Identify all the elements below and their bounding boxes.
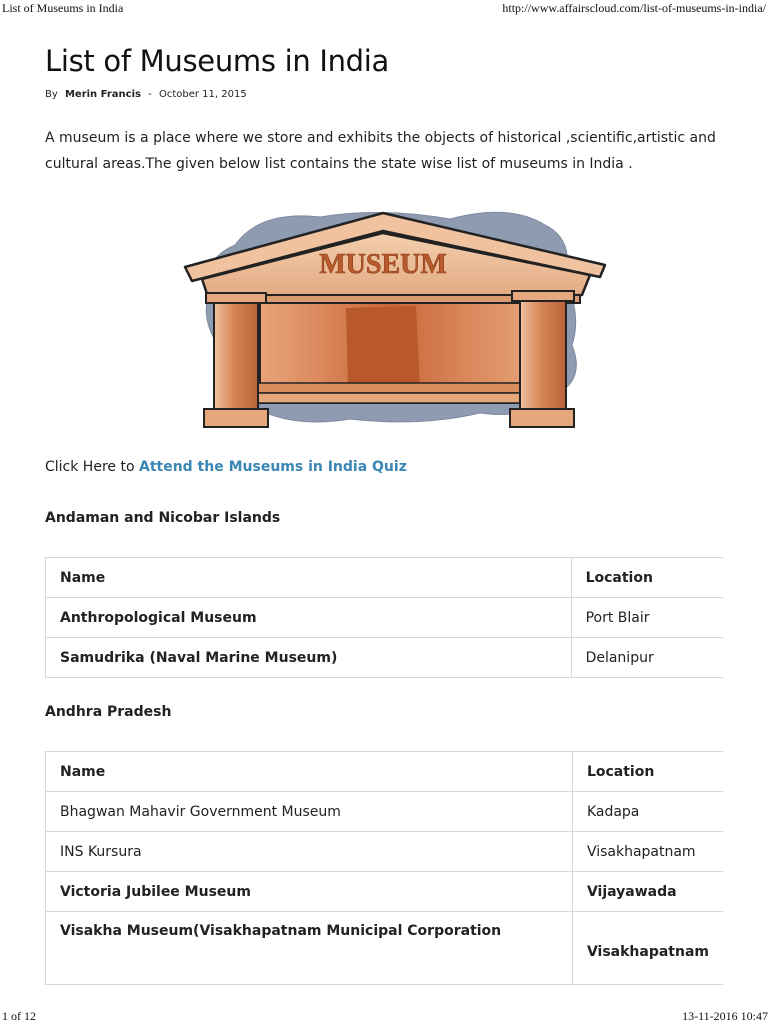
museum-location: Port Blair [571,598,723,638]
column-header-name: Name [46,752,573,792]
intro-paragraph: A museum is a place where we store and exhibits the objects of historical ,scientific,artistic and cultural areas.The given below list contains the state wise list of museums in India . [45,130,716,172]
quiz-prefix: Click Here to [45,459,135,475]
page-counter: 1 of 12 [2,1009,36,1023]
table-row [46,638,724,678]
museum-name: Samudrika (Naval Marine Museum) [46,638,572,678]
museum-name: Anthropological Museum [46,598,572,638]
museum-table-andaman [45,557,723,678]
section-heading-andaman: Andaman and Nicobar Islands [45,510,281,526]
publish-date: October 11, 2015 [158,89,247,100]
right-column [520,301,566,409]
museum-name: Victoria Jubilee Museum [46,872,573,912]
page-title: List of Museums in India [45,44,390,78]
museum-name: Bhagwan Mahavir Government Museum [46,792,573,832]
table-header-row [46,752,724,792]
byline [45,89,247,100]
museum-name: INS Kursura [46,832,573,872]
quiz-line [45,459,407,475]
museum-name: Visakha Museum(Visakhapatnam Municipal Corporation [46,912,573,985]
museum-door [346,306,420,388]
table-row [46,832,724,872]
column-header-location: Location [571,558,723,598]
left-column [214,303,258,409]
museum-location: Delanipur [571,638,723,678]
column-header-location: Location [572,752,723,792]
table-row [46,912,724,985]
print-header [0,0,768,16]
section-heading-andhra: Andhra Pradesh [45,704,172,720]
print-timestamp: 13-11-2016 10:47 [682,1009,768,1023]
column-header-name: Name [46,558,572,598]
museum-table-andhra [45,751,723,985]
print-header-url: http://www.affairscloud.com/list-of-museums-in-india/ [502,1,766,15]
print-footer [0,1008,768,1024]
quiz-link[interactable]: Attend the Museums in India Quiz [138,459,407,475]
table-header-row [46,558,724,598]
museum-illustration [180,205,610,435]
museum-location: Vijayawada [572,872,723,912]
author-link[interactable]: Merin Francis [64,89,141,100]
table-row [46,872,724,912]
table-row [46,598,724,638]
museum-sign: MUSEUM [319,249,447,280]
print-header-title: List of Museums in India [2,1,124,15]
table-row [46,792,724,832]
museum-location: Kadapa [572,792,723,832]
byline-separator: - [148,89,152,100]
museum-location: Visakhapatnam [572,832,723,872]
museum-location: Visakhapatnam [572,912,723,985]
by-label: By [45,89,58,100]
